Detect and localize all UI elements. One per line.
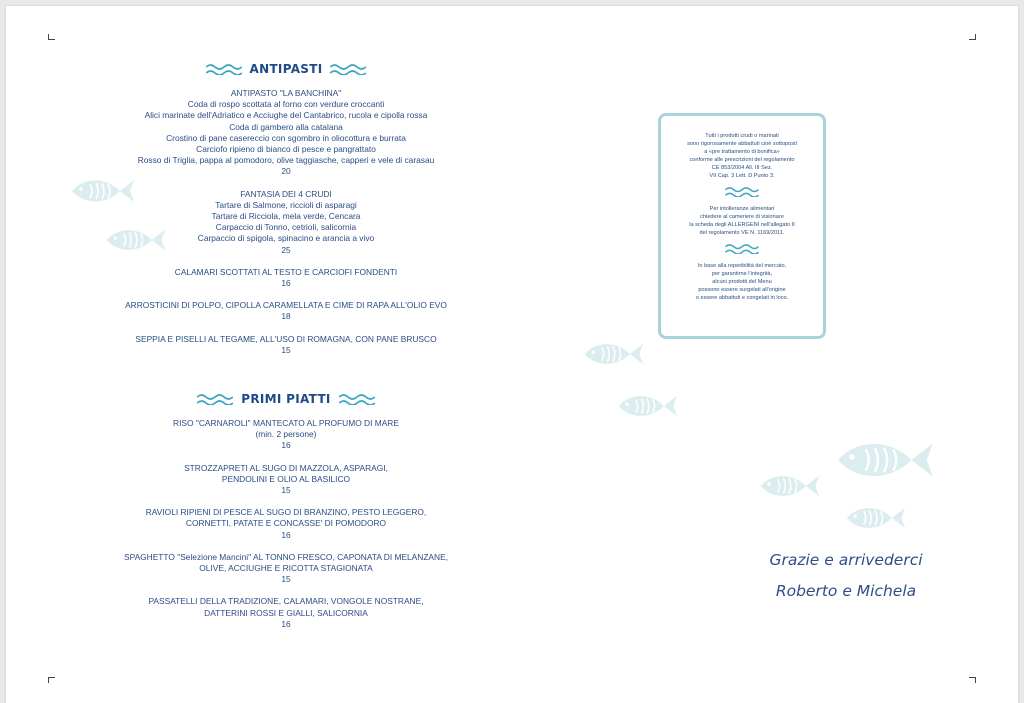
dish-title: SEPPIA E PISELLI AL TEGAME, ALL'USO DI ROMAGNA, CON PANE BRUSCO xyxy=(135,333,437,344)
notice-line: possono essere surgelati all'origine xyxy=(698,287,786,293)
fish-icon xyxy=(842,502,908,534)
notice-line: o essere abbattuti e congelati in loco. xyxy=(695,295,789,301)
notice-line: CE 853/2004 All. III Sez. xyxy=(711,165,773,171)
owners-signature: Roberto e Michela xyxy=(775,582,917,600)
dish-item xyxy=(96,300,476,322)
dish-price: 15 xyxy=(281,485,291,496)
dish-description: Coda di rospo scottata al forno con verdure croccanti xyxy=(187,99,385,110)
dish-description: Carpaccio di spigola, spinacino e arancia a vivo xyxy=(197,233,375,244)
dish-item xyxy=(96,88,476,178)
notice-line: a «pre trattamento di bonifica» xyxy=(704,149,780,155)
notice-line: In base alla reperibilità del mercato, xyxy=(697,263,787,269)
dish-title: OLIVE, ACCIUGHE E RICOTTA STAGIONATA xyxy=(199,563,373,574)
notice-line: sono rigorosamente abbattuti cioè sottoposti xyxy=(687,141,797,147)
dish-price: 15 xyxy=(281,574,291,585)
notice-line: del regolamento VE N. 1169/2011. xyxy=(699,230,785,236)
primi-section xyxy=(96,392,476,641)
fish-icon xyxy=(756,470,822,502)
notice-line: Tutti i prodotti crudi o marinati xyxy=(705,133,779,139)
wave-icon xyxy=(671,243,813,254)
dish-title: CALAMARI SCOTTATI AL TESTO E CARCIOFI FONDENTI xyxy=(174,266,398,277)
dish-title: CORNETTI, PATATE E CONCASSE' DI POMODORO xyxy=(185,518,387,529)
dish-title: PASSATELLI DELLA TRADIZIONE, CALAMARI, VONGOLE NOSTRANE, xyxy=(148,596,424,607)
dish-price: 18 xyxy=(281,311,291,322)
info-notice-box xyxy=(658,113,826,339)
notice-line: per garantirne l'integrità, xyxy=(711,271,773,277)
dish-price: 15 xyxy=(281,344,291,355)
dish-description: Carciofo ripieno di bianco di pesce e pangrattato xyxy=(196,144,376,155)
dish-item xyxy=(96,596,476,630)
wave-icon xyxy=(197,393,233,405)
dish-description: (min. 2 persone) xyxy=(255,429,317,440)
dish-price: 16 xyxy=(281,618,291,629)
fish-icon xyxy=(832,434,936,486)
dish-title: RISO "CARNAROLI" MANTECATO AL PROFUMO DI MARE xyxy=(173,418,399,428)
dish-item xyxy=(96,507,476,541)
dish-description: Crostino di pane casereccio con sgombro in oliocottura e burrata xyxy=(166,132,406,143)
dish-title: FANTASIA DEI 4 CRUDI xyxy=(240,188,332,199)
dish-price: 20 xyxy=(281,166,291,177)
dish-price: 16 xyxy=(281,278,291,289)
antipasti-header xyxy=(96,62,476,76)
wave-icon xyxy=(330,63,366,75)
dish-title: ARROSTICINI DI POLPO, CIPOLLA CARAMELLATA E CIME DI RAPA ALL'OLIO EVO xyxy=(125,300,447,311)
dish-title: ANTIPASTO "LA BANCHINA" xyxy=(230,88,342,98)
notice-line: chiedere al cameriere di visionare xyxy=(700,214,784,220)
dish-item xyxy=(96,552,476,586)
crop-mark-bottom-right xyxy=(969,677,976,683)
notice-line: alcuni prodotti del Menu xyxy=(712,279,772,285)
fish-icon xyxy=(580,338,646,370)
dish-description: Alici marinate dell'Adriatico e Acciughe del Cantabrico, rucola e cipolla rossa xyxy=(144,110,428,121)
dish-item xyxy=(96,189,476,256)
notice-line: VII Cap. 3 Lett. D Punto 3. xyxy=(709,173,775,179)
antipasti-section xyxy=(96,62,476,367)
crop-mark-top-left xyxy=(48,34,55,40)
dish-description: Tartare di Salmone, riccioli di asparagi xyxy=(215,199,357,210)
primi-title: PRIMI PIATTI xyxy=(241,392,331,406)
dish-description: Coda di gambero alla catalana xyxy=(229,121,343,132)
antipasti-title: ANTIPASTI xyxy=(249,62,323,76)
dish-item xyxy=(96,334,476,356)
notice-line: Per intolleranze alimentari xyxy=(709,206,775,212)
dish-description: Carpaccio di Tonno, cetrioli, salicornia xyxy=(215,222,357,233)
frozen-products-notice xyxy=(671,262,813,302)
menu-page xyxy=(6,6,1018,703)
wave-icon xyxy=(671,186,813,197)
dish-price: 16 xyxy=(281,529,291,540)
dish-item xyxy=(96,463,476,497)
dish-title: SPAGHETTO "Selezione Mancini" AL TONNO FRESCO, CAPONATA DI MELANZANE, xyxy=(124,551,448,562)
dish-title: PENDOLINI E OLIO AL BASILICO xyxy=(221,473,351,484)
dish-price: 16 xyxy=(281,440,291,451)
dish-title: STROZZAPRETI AL SUGO DI MAZZOLA, ASPARAGI, xyxy=(184,462,388,473)
allergens-notice xyxy=(671,205,813,237)
dish-price: 25 xyxy=(281,244,291,255)
wave-icon xyxy=(206,63,242,75)
primi-header xyxy=(96,392,476,406)
dish-title: DATTERINI ROSSI E GIALLI, SALICORNIA xyxy=(204,607,368,618)
thanks-message: Grazie e arrivederci xyxy=(769,551,923,569)
dish-title: RAVIOLI RIPIENI DI PESCE AL SUGO DI BRANZINO, PESTO LEGGERO, xyxy=(145,507,427,518)
dish-description: Rosso di Triglia, pappa al pomodoro, olive taggiasche, capperi e vele di carasau xyxy=(137,155,435,166)
notice-line: conforme alle prescrizioni del regolamento xyxy=(689,157,795,163)
raw-products-notice xyxy=(671,132,813,180)
crop-mark-top-right xyxy=(969,34,976,40)
wave-icon xyxy=(339,393,375,405)
notice-line: la scheda degli ALLERGENI nell'allegato II xyxy=(689,222,795,228)
dish-item xyxy=(96,418,476,452)
dish-item xyxy=(96,267,476,289)
dish-description: Tartare di Ricciola, mela verde, Cencara xyxy=(211,211,361,222)
fish-icon xyxy=(614,390,680,422)
crop-mark-bottom-left xyxy=(48,677,55,683)
